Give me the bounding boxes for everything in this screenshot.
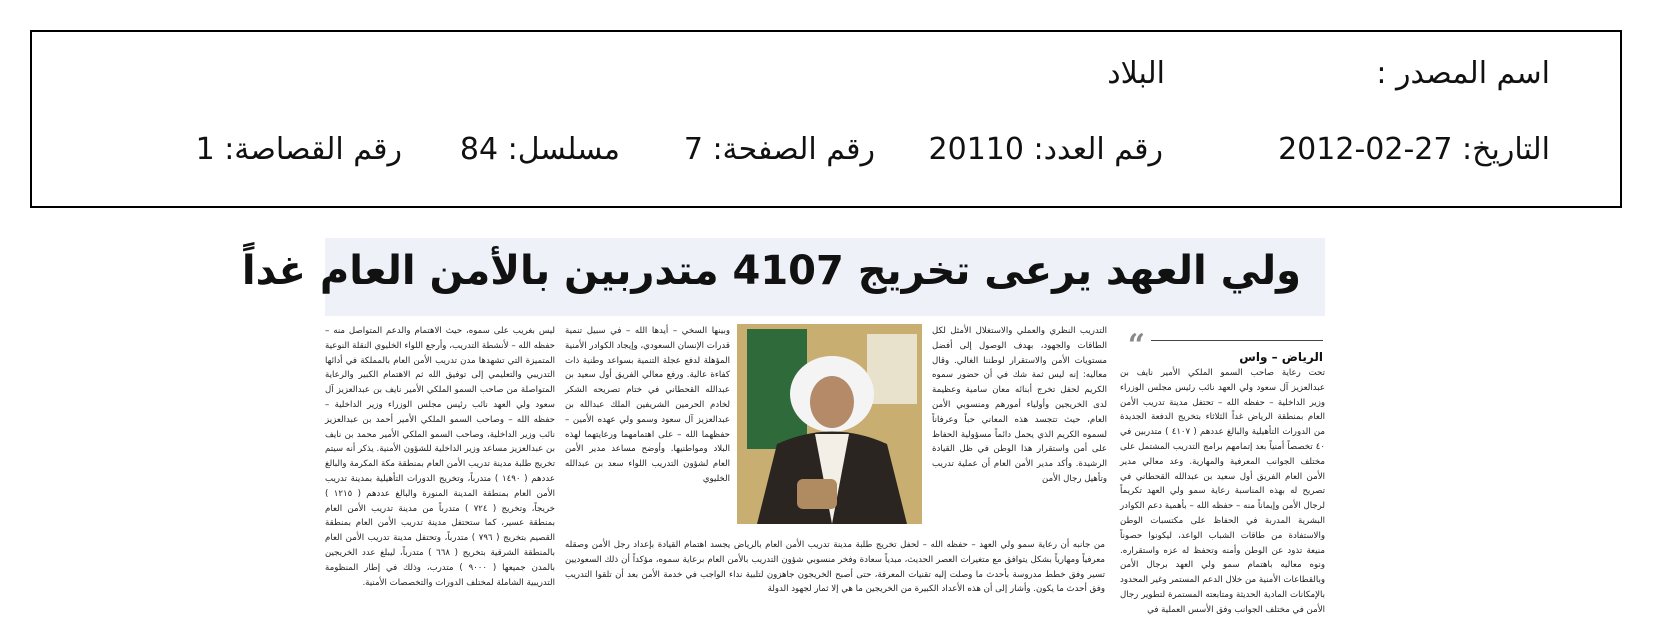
article-column-left bbox=[325, 324, 555, 638]
portrait-illustration bbox=[737, 324, 922, 524]
article-dateline: الرياض – واس bbox=[1239, 350, 1323, 364]
source-label: اسم المصدر : bbox=[1376, 56, 1550, 91]
issue-number-field: رقم العدد: 20110 bbox=[928, 132, 1163, 167]
article-headline: ولي العهد يرعى تخريج 4107 متدربين بالأمن العام غداً bbox=[241, 248, 1301, 294]
date-field: التاريخ: 27-02-2012 bbox=[1278, 132, 1550, 167]
divider-rule bbox=[1151, 340, 1323, 341]
article-column-mid-right bbox=[932, 324, 1107, 534]
meta-details-row bbox=[32, 130, 1620, 170]
column-text: التدريب النظري والعملي والاستغلال الأمثل لكل الطاقات والجهود، بهدف الوصول إلى أفضل مستويات الأمن والاستقرار لوطننا الغالي. وقال معاليه: إنه ليس ثمة شك في أن حضور سموه الكريم لحفل تخرج أبنائه معان سامية وعظيمة لدى الخريجين وأولياء أمورهم ومنسوبي الأمن العام، حيث تتجسد هذه المعاني حباً وعرفاناً لسموه الكريم الذي يحمل دائماً مسؤولية الحفاظ على أمن واستقرار هذا الوطن في ظل القيادة الرشيدة. وأكد مدير الأمن العام أن عملية تدريب وتأهيل رجال الأمن bbox=[932, 326, 1107, 484]
portrait-photo bbox=[737, 324, 922, 524]
clip-number-field: رقم القصاصة: 1 bbox=[195, 132, 402, 167]
headline-bar bbox=[241, 238, 1325, 316]
source-info-box bbox=[30, 30, 1622, 208]
column-text: من جانبه أن رعاية سمو ولي العهد – حفظه الله – لحفل تخريج طلبة مدينة تدريب الأمن العام بالرياض يجسد اهتمام القيادة بإعداد رجل الأمن وصقله معرفياً ومهارياً بشكل يتوافق مع متغيرات العصر الحديث، مبدياً سعادة وفخر منسوبي شؤون التدريب بالأمن العام برعاية سموه، مؤكداً أن ذلك السعوديين تسير وفق خطط مدروسة بأحدث ما وصلت إليه تقنيات المعرفة، حتى أصبح الخريجون جاهزون لتلبية نداء الواجب في خدمة الأمن بعد أن تلقوا التدريب وفق أحدث ما يكون. وأشار إلى أن هذه الأعداد الكبيرة من الخريجين ما هي إلا ثمار لجهود الدولة bbox=[565, 540, 1105, 595]
column-text: تحت رعاية صاحب السمو الملكي الأمير نايف بن عبدالعزيز آل سعود ولي العهد نائب رئيس مجلس الوزراء وزير الداخلية – حفظه الله – تحتفل مدينة تدريب الأمن العام بمنطقة الرياض غداً الثلاثاء بتخريج الدفعة الجديدة من الدورات التأهيلية والبالغ عددهم ( ٤١٠٧ ) متدربين في ٤٠ تخصصاً أمنياً بعد إتمامهم برامج التدريب المشتمل على مختلف الجوانب المعرفية والمهارية. وعد معالي مدير الأمن العام الفريق أول سعيد بن عبدالله القحطاني في تصريح له بهذه المناسبة رعاية سمو ولي العهد تكريماً لرجال الأمن وإيماناً منه – حفظه الله – بأهمية دعم الكوادر البشرية المدربة في الحفاظ على مكتسبات الوطن والاستفادة من طاقات الشباب الواعد، ليكونوا حصوناً منيعة تذود عن الوطن وأمنه وتحفظ له عزه واستقراره. ونوه معاليه باهتمام سمو ولي العهد برجال الأمن وبالقطاعات الأمنية من خلال الدعم المستمر وغير المحدود بالإمكانات المادية الحديثة ومتابعته المستمرة لتطوير رجال الأمن في مختلف الجوانب وفق الأسس العملية في bbox=[1120, 368, 1325, 615]
column-text: ليس بغريب على سموه، حيث الاهتمام والدعم المتواصل منه – حفظه الله – لأنشطة التدريب، وأرجع اللواء الخليوي النقلة النوعية المتميزة التي تشهدها مدن تدريب الأمن العام بالمملكة في أدائها التدريبي والتعليمي إلى توفيق الله ثم الاهتمام الكبير والرعاية المتواصلة من صاحب السمو الملكي الأمير نايف بن عبدالعزيز آل سعود ولي العهد نائب رئيس مجلس الوزراء وزير الداخلية – حفظه الله – وصاحب السمو الملكي الأمير أحمد بن عبدالعزيز نائب وزير الداخلية، وصاحب السمو الملكي الأمير محمد بن نايف بن عبدالعزيز مساعد وزير الداخلية للشؤون الأمنية. يذكر أنه سيتم تخريج طلبة مدينة تدريب الأمن العام بمنطقة مكة المكرمة والبالغ عددهم ( ١٤٩٠ ) متدرباً، وتخريج الدورات التأهيلية بمدينة تدريب الأمن العام بمنطقة المدينة المنورة والبالغ عددهم ( ١٢١٥ ) خريجاً، وتخريج ( ٧٢٤ ) متدرباً من مدينة تدريب الأمن العام بمنطقة عسير، كما ستحتفل مدينة تدريب الأمن العام بمنطقة القصيم بتخريج ( ٧٩٦ ) متدرباً، وتحتفل مدينة تدريب الأمن العام بالمنطقة الشرقية بتخريج ( ٦٦٨ ) متدرباً، ليبلغ عدد الخريجين بالمدن جميعها ( ٩٠٠٠ ) متدرب، وذلك في إطار المنظومة التدريبية الشاملة لمختلف الدورات والتخصصات الأمنية. bbox=[325, 326, 556, 588]
page-number-field: رقم الصفحة: 7 bbox=[683, 132, 875, 167]
quote-mark-icon: “ bbox=[1127, 328, 1145, 363]
article-column-bottom bbox=[565, 538, 1105, 638]
newspaper-clipping bbox=[241, 238, 1325, 638]
serial-field: مسلسل: 84 bbox=[459, 132, 620, 167]
article-column-mid-left bbox=[565, 324, 730, 534]
article-column-right bbox=[1120, 324, 1325, 638]
column-text: وبينها السخي – أيدها الله – في سبيل تنمية قدرات الإنسان السعودي، وإيجاد الكوادر الأمنية المؤهلة لدفع عجلة التنمية بسواعد وطنية ذات كفاءة عالية. ورفع معالي الفريق أول سعيد بن عبدالله القحطاني في ختام تصريحه الشكر لخادم الحرمين الشريفين الملك عبدالله بن عبدالعزيز آل سعود وسمو ولي عهده الأمين – حفظهما الله – على اهتمامهما ورعايتهما لهذه البلاد ومواطنيها. وأوضح مساعد مدير الأمن العام لشؤون التدريب اللواء سعد بن عبدالله الخليوي bbox=[565, 326, 730, 484]
source-value: البلاد bbox=[1107, 56, 1165, 91]
